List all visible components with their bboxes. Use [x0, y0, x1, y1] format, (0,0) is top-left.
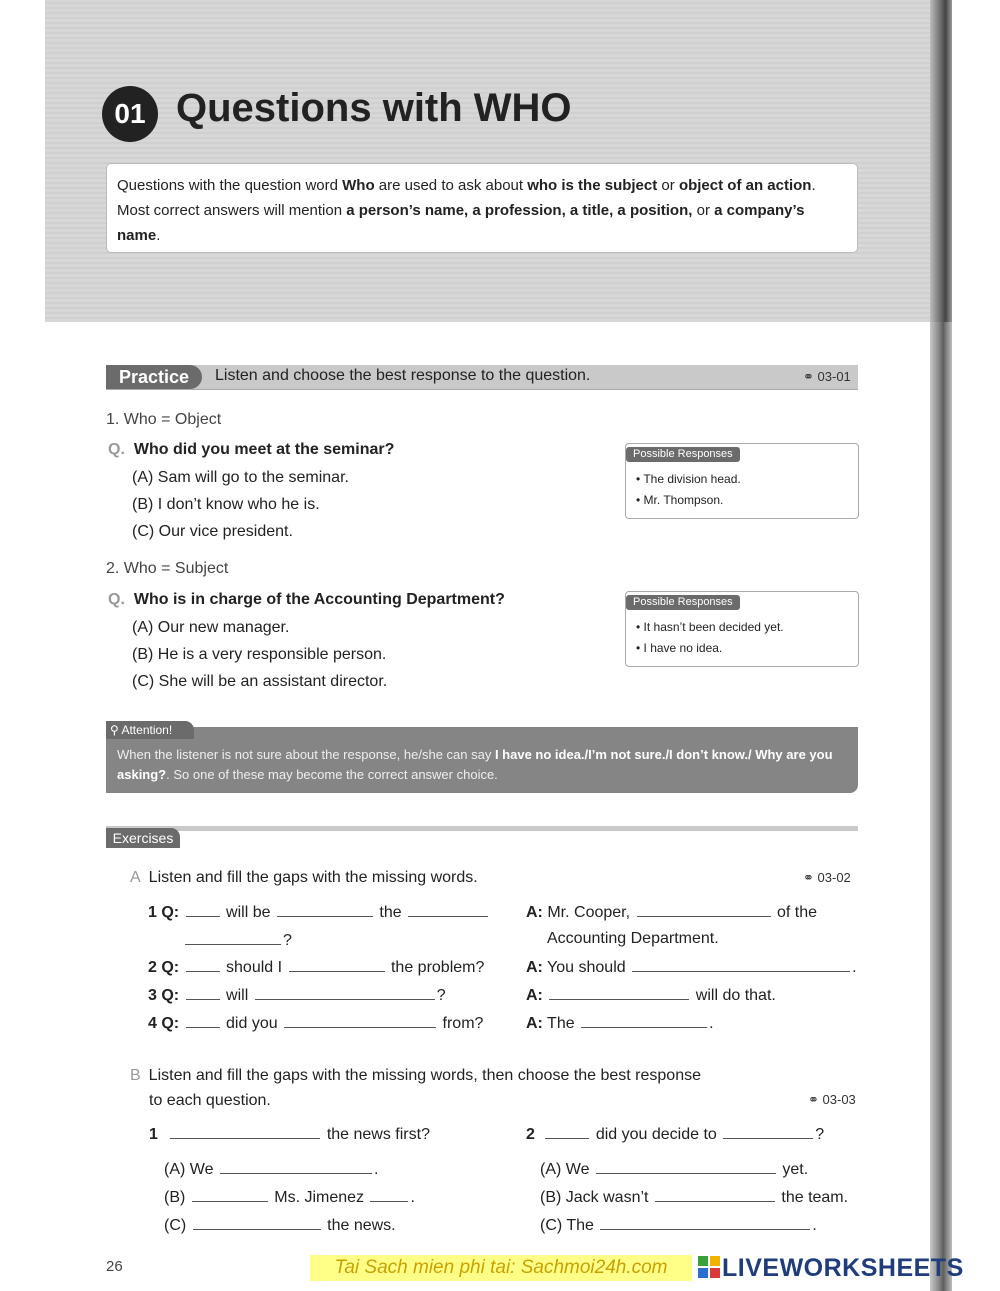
item-word: You should [547, 959, 626, 976]
audio-track-label: 03-02 [817, 870, 851, 885]
possible-responses-label-2: Possible Responses [626, 595, 740, 610]
exercise-a-item-1-answer [526, 902, 817, 922]
blank-field[interactable] [549, 985, 689, 1000]
page-title: Questions with WHO [176, 86, 572, 130]
exercise-instruction: Listen and fill the gaps with the missing words. [148, 869, 478, 886]
headphones-icon: ⚭ [808, 1092, 819, 1107]
item-number: 3 Q: [148, 987, 180, 1004]
intro-bold: Who [342, 177, 375, 194]
blank-field[interactable] [186, 1013, 220, 1028]
exercise-b-title-cont: to each question. [149, 1092, 271, 1109]
intro-bold: a company’s name [117, 202, 805, 244]
exercise-b-q2-option-c[interactable] [540, 1215, 817, 1235]
item-word: the news first? [326, 1126, 430, 1143]
blank-field[interactable] [185, 930, 281, 945]
item-word: from? [442, 1015, 484, 1032]
item-word: . [812, 1217, 817, 1234]
item-word: yet. [782, 1161, 809, 1178]
blank-field[interactable] [284, 1013, 436, 1028]
question-text: Who is in charge of the Accounting Department? [133, 591, 505, 608]
question-text: Who did you meet at the seminar? [133, 441, 395, 458]
question-1 [108, 441, 394, 459]
exercise-a-item-4-answer [526, 1013, 714, 1033]
item-word: of the [776, 904, 817, 921]
audio-track-label: 03-03 [822, 1092, 856, 1107]
blank-field[interactable] [193, 1215, 321, 1230]
possible-response: • It hasn’t been decided yet. [636, 620, 784, 634]
item-word: will be [226, 904, 271, 921]
audio-track-exercise-b[interactable] [808, 1092, 856, 1108]
book-spine-shadow [930, 0, 952, 322]
exercise-instruction: Listen and fill the gaps with the missing words, then choose the best response [148, 1067, 701, 1084]
attention-text [117, 745, 852, 785]
blank-field[interactable] [192, 1187, 268, 1202]
blank-field[interactable] [545, 1124, 589, 1139]
item-number: 2 Q: [148, 959, 180, 976]
audio-track-exercise-a[interactable] [803, 870, 851, 886]
exercise-b-q1-option-b[interactable] [164, 1187, 415, 1207]
exercise-letter: A [130, 869, 141, 886]
section-heading-1: 1. Who = Object [106, 411, 222, 428]
blank-field[interactable] [581, 1013, 707, 1028]
exercise-b-q2-option-a[interactable] [540, 1159, 808, 1179]
option-1c[interactable]: (C) Our vice president. [132, 523, 293, 540]
item-word: The [547, 1015, 575, 1032]
exercise-a-item-4-question [148, 1013, 483, 1033]
option-text: (C) [164, 1217, 187, 1234]
book-spine [930, 322, 952, 1291]
exercise-a-title [130, 869, 478, 887]
item-word: will [226, 987, 249, 1004]
blank-field[interactable] [655, 1187, 775, 1202]
blank-field[interactable] [220, 1159, 372, 1174]
brand-logo[interactable] [698, 1254, 964, 1283]
intro-text: . Most correct answers will mention [117, 177, 816, 219]
blank-field[interactable] [186, 985, 220, 1000]
item-word: Ms. Jimenez [274, 1189, 365, 1206]
option-2c[interactable]: (C) She will be an assistant director. [132, 673, 388, 690]
item-word: will do that. [695, 987, 776, 1004]
blank-field[interactable] [723, 1124, 813, 1139]
option-text: (C) The [540, 1217, 594, 1234]
blank-field[interactable] [289, 957, 385, 972]
headphones-icon: ⚭ [803, 369, 814, 384]
exercise-a-item-1-question-cont [183, 930, 292, 950]
possible-responses-label-1: Possible Responses [626, 447, 740, 462]
exercise-b-q1 [149, 1124, 430, 1144]
option-1b[interactable]: (B) I don’t know who he is. [132, 496, 320, 513]
option-text: (A) We [164, 1161, 214, 1178]
option-text: (B) Jack wasn’t [540, 1189, 649, 1206]
exercise-a-item-3-answer [526, 985, 776, 1005]
item-word: the problem? [390, 959, 485, 976]
option-1a[interactable]: (A) Sam will go to the seminar. [132, 469, 349, 486]
item-word: . [709, 1015, 714, 1032]
exercise-letter: B [130, 1067, 141, 1084]
answer-label: A: [526, 904, 543, 921]
unit-number-badge: 01 [102, 86, 158, 142]
intro-text: Questions with the question word [117, 177, 343, 194]
item-word: Mr. Cooper, [547, 904, 631, 921]
attention-tag [106, 721, 194, 739]
item-word: did you decide to [595, 1126, 717, 1143]
item-word: . [410, 1189, 415, 1206]
attention-sentence: . So one of these may become the correct answer choice. [166, 767, 498, 782]
exercise-a-item-1-question [148, 902, 490, 922]
intro-text: or [692, 202, 715, 219]
attention-label: Attention! [121, 723, 173, 737]
blank-field[interactable] [600, 1215, 810, 1230]
item-word: the team. [781, 1189, 849, 1206]
exercise-b-title [130, 1067, 701, 1085]
option-2b[interactable]: (B) He is a very responsible person. [132, 646, 387, 663]
intro-text: are used to ask about [374, 177, 528, 194]
blank-field[interactable] [637, 902, 771, 917]
blank-field[interactable] [408, 902, 488, 917]
item-word: ? [815, 1126, 825, 1143]
practice-instruction: Listen and choose the best response to the question. [215, 367, 591, 384]
item-word: the [379, 904, 402, 921]
blank-field[interactable] [277, 902, 373, 917]
attention-sentence: When the listener is not sure about the response, he/she can say [117, 747, 495, 762]
blank-field[interactable] [370, 1187, 408, 1202]
headphones-icon: ⚭ [803, 870, 814, 885]
exercise-a-item-1-answer-cont: Accounting Department. [547, 930, 719, 947]
brand-name: LIVEWORKSHEETS [722, 1254, 964, 1282]
question-mark-label: Q. [108, 441, 125, 458]
blank-field[interactable] [186, 902, 220, 917]
exercises-tag: Exercises [106, 828, 180, 848]
item-word: ? [283, 932, 292, 949]
item-number: 2 [526, 1126, 535, 1143]
section-heading-2: 2. Who = Subject [106, 560, 229, 577]
option-2a[interactable]: (A) Our new manager. [132, 619, 290, 636]
practice-tag: Practice [106, 365, 202, 389]
blank-field[interactable] [632, 957, 850, 972]
blank-field[interactable] [186, 957, 220, 972]
blank-field[interactable] [255, 985, 435, 1000]
item-word: . [852, 959, 857, 976]
promo-banner[interactable]: Tai Sach mien phi tai: Sachmoi24h.com [310, 1255, 692, 1281]
exercise-a-item-2-answer [526, 957, 857, 977]
answer-label: A: [526, 1015, 543, 1032]
intro-box [106, 163, 858, 253]
item-number: 4 Q: [148, 1015, 180, 1032]
item-word: did you [226, 1015, 278, 1032]
blank-field[interactable] [170, 1124, 320, 1139]
intro-bold: who is the subject [527, 177, 658, 194]
item-word: the news. [327, 1217, 396, 1234]
attention-bold-phrases: I have no idea./I’m not sure./I don’t know./ Why are you asking? [117, 747, 833, 782]
option-text: (B) [164, 1189, 186, 1206]
item-word: should I [226, 959, 283, 976]
answer-label: A: [526, 987, 543, 1004]
option-text: (A) We [540, 1161, 590, 1178]
question-2 [108, 591, 505, 609]
question-mark-label: Q. [108, 591, 125, 608]
exercise-b-q1-option-a[interactable] [164, 1159, 378, 1179]
item-word: . [373, 1161, 379, 1178]
liveworksheets-logo-icon [698, 1256, 720, 1278]
exercise-b-q2 [526, 1124, 824, 1144]
answer-label: A: [526, 959, 543, 976]
exercise-b-q2-option-b[interactable] [540, 1187, 848, 1207]
exercise-a-item-2-question [148, 957, 484, 977]
item-number: 1 Q: [148, 904, 180, 921]
intro-bold: a person’s name, a profession, a title, a position, [346, 202, 693, 219]
exercise-a-item-3-question [148, 985, 446, 1005]
magnifier-icon: ⚲ [110, 723, 119, 737]
intro-bold: object of an action [678, 177, 812, 194]
item-word: ? [436, 987, 446, 1004]
exercise-b-q1-option-c[interactable] [164, 1215, 396, 1235]
blank-field[interactable] [596, 1159, 776, 1174]
item-number: 1 [149, 1126, 158, 1143]
possible-response: • The division head. [636, 472, 741, 486]
intro-text: or [657, 177, 679, 194]
audio-track-label: 03-01 [817, 369, 851, 384]
intro-text: . [156, 227, 161, 244]
possible-response: • I have no idea. [636, 641, 723, 655]
header-band [45, 0, 930, 322]
page-number: 26 [106, 1258, 123, 1275]
audio-track-practice[interactable] [803, 369, 851, 385]
possible-response: • Mr. Thompson. [636, 493, 724, 507]
exercises-rule [106, 826, 858, 831]
